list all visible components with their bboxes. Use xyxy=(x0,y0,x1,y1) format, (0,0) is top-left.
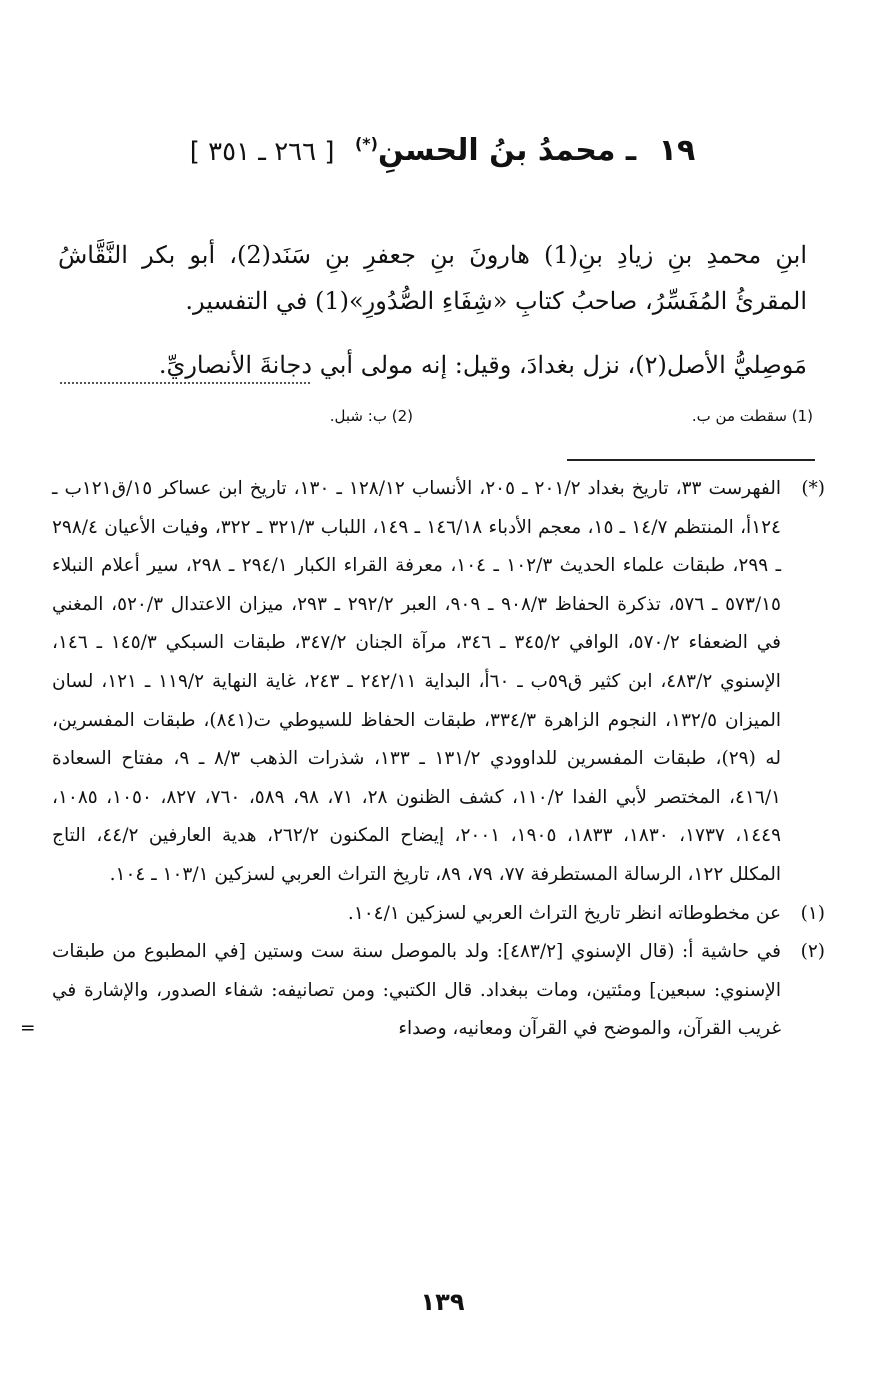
entry-number: ١٩ xyxy=(658,133,696,168)
entry-dates: [ ٢٦٦ ـ ٣٥١ ] xyxy=(189,137,335,167)
footnote-marker: (٢) xyxy=(800,941,825,963)
footnote-marker: (١) xyxy=(800,902,825,924)
entry-name: محمدُ بنُ الحسنِ xyxy=(377,133,616,168)
entry-marker: (*) xyxy=(354,134,378,153)
variant-footnote-text: سقطت من ب. xyxy=(691,407,787,425)
footnote-rule xyxy=(567,459,815,461)
body-paragraph-1: ابنِ محمدِ بنِ زيادِ بنِ(1) هارونَ بنِ جعفرِ بنِ سَنَد(2)، أبو بكر النَّقَّاشُ المقرئُ المُفَسِّرُ، صاحبُ كتابِ «شِفَاءِ الصُّدُورِ»(1) في التفسير. xyxy=(58,241,808,315)
body-paragraph-2: مَوصِليُّ الأصل(٢)، نزل بغدادَ، وقيل: إنه مولى أبي دجانةَ الأنصاريِّ. xyxy=(158,351,807,379)
entry-dash: ـ xyxy=(625,133,637,168)
entry-heading xyxy=(120,118,765,178)
footnote-2 xyxy=(20,933,825,1049)
variant-footnote-1 xyxy=(692,402,813,430)
variant-footnote-2 xyxy=(330,402,413,430)
footnote-text: في حاشية أ: (قال الإسنوي [٤٨٣/٢]: ولد بالموصل سنة ست وستين [في المطبوع من طبقات الإسنوي: سبعين] ومئتين، ومات ببغداد. قال الكتبي: ومن تصانيفه: شفاء الصدور، والإشارة في غريب القرآن، والموضح في القرآن ومعانيه، وصداء xyxy=(52,941,781,1040)
page-number: ١٣٩ xyxy=(420,1288,465,1316)
variant-footnote-marker: (2) xyxy=(391,407,413,425)
variant-footnote-text: ب: شبل. xyxy=(329,407,387,425)
footnotes xyxy=(20,470,825,1049)
continuation-mark: = xyxy=(20,1018,36,1040)
footnote-1 xyxy=(52,895,825,934)
footnote-marker: (*) xyxy=(801,478,825,499)
dotted-separator xyxy=(60,382,310,384)
footnote-text: الفهرست ٣٣، تاريخ بغداد ٢٠١/٢ ـ ٢٠٥، الأنساب ١٢٨/١٢ ـ ١٣٠، تاريخ ابن عساكر ١٥/ق١٢١ب ـ ١٢٤أ، المنتظم ١٤/٧ ـ ١٥، معجم الأدباء ١٤٦/١٨ ـ ١٤٩، اللباب ٣٢١/٣ ـ ٣٢٢، وفيات الأعيان ٢٩٨/٤ ـ ٢٩٩، طبقات علماء الحديث ١٠٢/٣ ـ ١٠٤، معرفة القراء الكبار ٢٩٤/١ ـ ٢٩٨، سير أعلام النبلاء ٥٧٣/١٥ ـ ٥٧٦، تذكرة الحفاظ ٩٠٨/٣ ـ ٩٠٩، العبر ٢٩٢/٢ ـ ٢٩٣، ميزان الاعتدال ٥٢٠/٣، المغني في الضعفاء ٥٧٠/٢، الوافي ٣٤٥/٢ ـ ٣٤٦، مرآة الجنان ٣٤٧/٢، طبقات السبكي ١٤٥/٣ ـ ١٤٦، الإسنوي ٤٨٣/٢، ابن كثير ق٥٩ب ـ ٦٠أ، البداية ٢٤٢/١١ ـ ٢٤٣، غاية النهاية ١١٩/٢ ـ ١٢١، لسان الميزان ١٣٢/٥، النجوم الزاهرة ٣٣٤/٣، طبقات الحفاظ للسيوطي ت(٨٤١)، طبقات المفسرين، له (٢٩)، طبقات المفسرين للداوودي ١٣١/٢ ـ ١٣٣، شذرات الذهب ٨/٣ ـ ٩، مفتاح السعادة ٤١٦/١، المختصر لأبي الفدا ١١٠/٢، كشف الظنون ٢٨، ٧١، ٩٨، ٥٨٩، ٧٦٠، ٨٢٧، ١٠٥٠، ١٠٨٥، ١٤٤٩، ١٧٣٧، ١٨٣٠، ١٨٣٣، ١٩٠٥، ٢٠٠١، إيضاح المكنون ٢٦٢/٢، هدية العارفين ٤٤/٢، التاج المكلل ١٢٢، الرسالة المستطرفة ٧٧، ٧٩، ٨٩، تاريخ التراث العربي لسزكين ١٠٣/١ ـ ١٠٤. xyxy=(52,478,782,885)
footnote-sources xyxy=(52,470,825,895)
variant-footnote-marker: (1) xyxy=(791,407,813,425)
footnote-text: عن مخطوطاته انظر تاريخ التراث العربي لسزكين ١٠٤/١. xyxy=(347,902,781,924)
